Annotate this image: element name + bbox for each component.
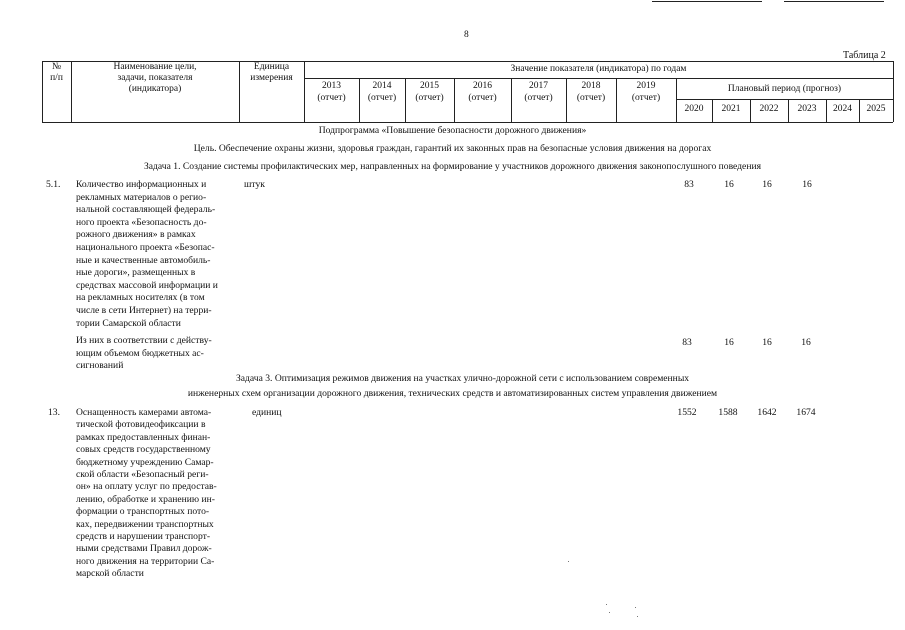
- header-year-sub: (отчет): [367, 93, 397, 103]
- header-year: 2015: [420, 81, 439, 91]
- task3-line1: Задача 3. Оптимизация режимов движения на участках улично-дорожной сети с использованием современных: [235, 373, 690, 384]
- scan-edge-line: [652, 1, 762, 2]
- header-year-sub: (отчет): [631, 93, 661, 103]
- value-2021: 16: [724, 337, 734, 348]
- header-year-sub: (отчет): [524, 93, 553, 103]
- scan-speck: [568, 561, 569, 562]
- header-plan-year: 2024: [833, 104, 852, 114]
- header-num-line2: п/п: [50, 73, 63, 83]
- task3-line2: инженерных схем организации дорожного движения, технических средств и автоматизированных систем управления движением: [187, 388, 718, 399]
- row-indicator-text: Из них в соответствии с действу- ющим объемом бюджетных ас- сигнований: [76, 335, 212, 372]
- scan-speck: [635, 607, 636, 608]
- header-year-sub: (отчет): [468, 93, 497, 103]
- value-2021: 1588: [718, 407, 738, 418]
- row-unit: единиц: [252, 407, 282, 418]
- header-plan-year: 2025: [866, 104, 886, 114]
- row-number: 13.: [48, 407, 60, 418]
- scan-speck: [637, 616, 638, 617]
- subprogram-title: Подпрограмма «Повышение безопасности дорожного движения»: [318, 125, 587, 136]
- header-name-line2: задачи, показателя: [117, 73, 193, 83]
- header-year: 2017: [529, 81, 548, 91]
- scan-speck: [609, 612, 610, 613]
- header-plan-year: 2021: [721, 104, 741, 114]
- value-2022: 1642: [757, 407, 777, 418]
- header-year-sub: (отчет): [317, 93, 346, 103]
- value-2020: 83: [684, 179, 694, 190]
- value-2020: 83: [682, 337, 692, 348]
- value-2023: 1674: [796, 407, 816, 418]
- header-plan-year: 2023: [797, 104, 817, 114]
- value-2023: 16: [801, 337, 811, 348]
- header-year: 2013: [322, 81, 341, 91]
- header-plan-year: 2022: [759, 104, 779, 114]
- header-unit-line1: Единица: [253, 62, 290, 72]
- header-year: 2018: [581, 81, 601, 91]
- value-2023: 16: [802, 179, 812, 190]
- page-number: 8: [464, 30, 469, 40]
- header-year-sub: (отчет): [415, 93, 444, 103]
- header-year: 2016: [473, 81, 492, 91]
- goal-text: Цель. Обеспечение охраны жизни, здоровья граждан, гарантий их законных прав на безопасные условия движения на дорогах: [193, 143, 712, 154]
- row-indicator-text: Количество информационных и рекламных материалов о регио- нальной составляющей федераль- ного проекта «Безопасность до- рожного движения» в рамках национального проекта «Безопас- ные и качественные автомобиль- ные дороги», размещенных в средствах массовой информации и на рекламных носителях (в том числе в сети Интернет) на терри- тории Самарской области: [76, 179, 218, 329]
- header-num-line1: №: [51, 62, 62, 72]
- value-2022: 16: [762, 337, 772, 348]
- row-unit: штук: [244, 179, 265, 190]
- header-year-sub: (отчет): [576, 93, 606, 103]
- header-name-line3: (индикатора): [128, 84, 182, 94]
- header-name-line1: Наименование цели,: [113, 62, 197, 72]
- header-year: 2014: [372, 81, 392, 91]
- header-year: 2019: [636, 81, 656, 91]
- value-2020: 1552: [677, 407, 697, 418]
- row-indicator-text: Оснащенность камерами автома- тической фотовидеофиксации в рамках предоставленных финан- совых средств государственному бюджетному учреждению Самар- ской области «Безопасный реги- он» на оплату услуг по предостав- лению, обработке и хранению ин- формации о транспортных пото- ках, передвижении транспортных средств и нарушении транспорт- ными средствами Правил дорож- ного движения на территории Са- марской области: [76, 407, 217, 580]
- value-2021: 16: [724, 179, 734, 190]
- row-number: 5.1.: [46, 179, 61, 190]
- scan-speck: [606, 604, 607, 605]
- task1-text: Задача 1. Создание системы профилактических мер, направленных на формирование у участников дорожного движения законопослушного поведения: [143, 161, 761, 172]
- value-2022: 16: [762, 179, 772, 190]
- table-label: Таблица 2: [843, 50, 886, 61]
- header-unit-line2: измерения: [250, 73, 293, 83]
- scan-edge-line: [784, 1, 884, 2]
- header-plan-year: 2020: [684, 104, 704, 114]
- header-values-title: Значение показателя (индикатора) по годам: [510, 64, 687, 74]
- header-plan-title: Плановый период (прогноз): [727, 84, 842, 94]
